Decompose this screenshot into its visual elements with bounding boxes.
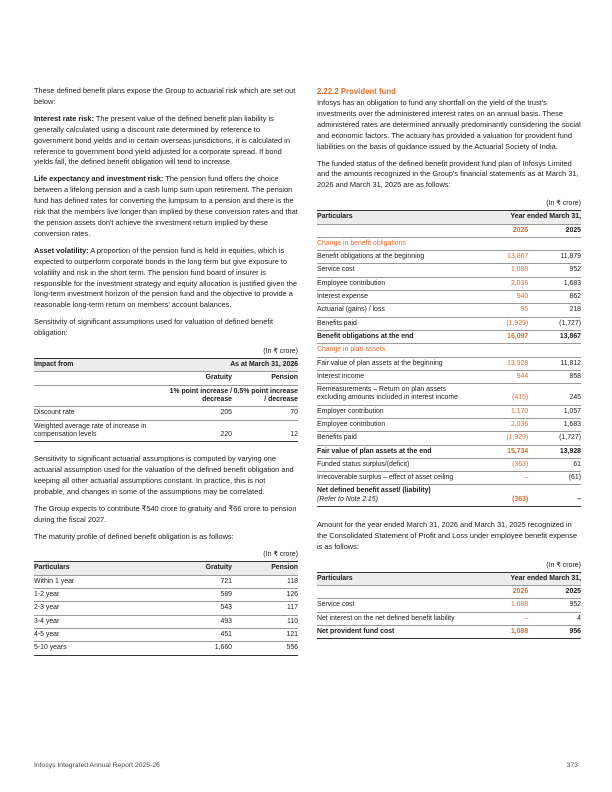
table-row: Benefits paid (1,929) (1,727) [317,317,581,330]
sensitivity-header-span: As at March 31, 2026 [166,359,298,372]
table-row: Funded status surplus/(deficit) (363) 61 [317,458,581,471]
table-row: Employee contribution 2,036 1,683 [317,419,581,432]
table-row: Within 1 year 721 118 [34,575,298,588]
sensitivity-explanation: Sensitivity to significant actuarial assumptions is computed by varying one actuarial assumption used for the valuation of the defined benefit obligation and keeping all other actuarial assumptions constant. In practice, this is not probable, and changes in some of the assumptions may be correlated. [34,454,294,496]
sensitivity-intro: Sensitivity of significant assumptions used for valuation of defined benefit obligation: [34,317,274,338]
pf-sub-obligations: Change in benefit obligations [317,237,581,250]
cost-unit: (In ₹ crore) [546,561,581,569]
sensitivity-sub-pension: 0.5% point increase / decrease [232,385,298,407]
right-column [317,86,581,639]
table-row: 1-2 year 589 126 [34,589,298,602]
interest-rate-risk: Interest rate risk: The present value of the defined benefit plan liability is generally calculated using a discount rate determined by reference to government bond yields and in certain overseas jurisdictions, it is calculated in reference to government bond yield adjusted for a corporate spread. If bond yields fall, the defined benefit obligation will tend to increase. [34,113,290,167]
cost-header-2025: 2025 [528,586,581,599]
table-total-row: Net provident fund cost 1,088 956 [317,625,581,638]
maturity-intro: The maturity profile of defined benefit obligation is as follows: [34,531,234,541]
cost-header-2026: 2026 [475,586,528,599]
section-title: 2.22.2 Provident fund [317,87,396,96]
table-row: Service cost 1,088 952 [317,599,581,612]
pf-sub-assets: Change in plan assets [317,344,581,357]
table-row: 2-3 year 543 117 [34,602,298,615]
table-row: 4-5 year 451 121 [34,628,298,641]
cost-header-span: Year ended March 31, [475,572,581,585]
provident-fund-cost-table [317,572,581,639]
table-row: Interest expense 940 862 [317,291,581,304]
table-row: Remeasurements – Return on plan assets excluding amounts included in interest income (415) 245 [317,384,581,406]
funded-status-para: The funded status of the defined benefit provident fund plan of Infosys Limited and the amounts recognized in the Group's financial statements as at March 31, 2026 and March 31, 2025 are as follows: [317,158,579,190]
table-row: Fair value of plan assets at the beginning 13,928 11,812 [317,357,581,370]
pf-header-particulars: Particulars [317,211,475,224]
table-row: Actuarial (gains) / loss 95 218 [317,304,581,317]
table-row: Net interest on the net defined benefit liability – 4 [317,612,581,625]
table-total-row: Net defined benefit asset/ (liability) (Refer to Note 2.15) (363) – [317,485,581,507]
table-row: Employer contribution 1,170 1,057 [317,405,581,418]
pf-header-2026: 2026 [475,224,528,237]
pf-unit: (In ₹ crore) [546,200,581,208]
sensitivity-header-pension: Pension [232,372,298,385]
table-row: 3-4 year 493 110 [34,615,298,628]
life-expectancy-risk: Life expectancy and investment risk: The pension fund offers the choice between a lifelong pension and a cash lump sum upon retirement. The pension fund has defined rates for converting the lumpsum to a pension and there is the risk that the members live longer than implied by these conversion rates and that the pension assets don't achieve the investment return implied by these conversion rates. [34,174,298,238]
table-row: Service cost 1,088 952 [317,264,581,277]
pf-header-2025: 2025 [528,224,581,237]
pf-header-span: Year ended March 31, [475,211,581,224]
cost-header-particulars: Particulars [317,572,475,585]
table-row: Benefit obligations at the beginning 13,867 11,879 [317,251,581,264]
table-row: 5-10 years 1,660 556 [34,642,298,655]
sensitivity-header-gratuity: Gratuity [166,372,232,385]
asset-volatility-risk: Asset volatility: A proportion of the pension fund is held in equities, which is expected to outperform corporate bonds in the long term but give exposure to volatility and risk in the short term. The pension fund board of insurer is responsible for the investment strategy and equity allocation is justified given the long-term investment horizon of the pension fund and the objective to provide a reasonable long-term return on members' account balances. [34,245,297,310]
note-reference: (Refer to Note 2.15) [317,495,378,503]
table-total-row: Benefit obligations at the end 16,097 13,867 [317,330,581,343]
provident-fund-table [317,210,581,507]
table-row: Weighted average rate of increase in compensation levels 220 12 [34,420,298,442]
sensitivity-table [34,358,298,442]
footer-page-number: 373 [566,762,578,769]
contribution-note: The Group expects to contribute ₹540 crore to gratuity and ₹66 crore to pension during the fiscal 2027. [34,503,297,524]
sensitivity-sub-gratuity: 1% point increase / decrease [166,385,232,407]
sensitivity-unit: (In ₹ crore) [263,348,298,356]
left-column [34,86,298,656]
footer-report-title: Infosys Integrated Annual Report 2025-26 [34,762,160,769]
maturity-table [34,561,298,655]
table-row: Employee contribution 2,036 1,683 [317,277,581,290]
maturity-header-pension: Pension [232,562,298,575]
table-row: Interest income 944 858 [317,370,581,383]
table-row: Benefits paid (1,929) (1,727) [317,432,581,445]
table-row: Discount rate 205 70 [34,407,298,420]
maturity-header-particulars: Particulars [34,562,166,575]
profit-loss-para: Amount for the year ended March 31, 2026 and March 31, 2025 recognized in the Consolidated Statement of Profit and Loss under employee benefit expense is as follows: [317,520,578,551]
maturity-unit: (In ₹ crore) [263,551,298,559]
sensitivity-header-impact: Impact from [34,359,166,372]
risk-intro: These defined benefit plans expose the Group to actuarial risk which are set out below: [34,86,296,106]
maturity-header-gratuity: Gratuity [166,562,232,575]
table-total-row: Fair value of plan assets at the end 15,734 13,928 [317,445,581,458]
table-row: Irrecoverable surplus – effect of asset ceiling – (61) [317,472,581,485]
provident-fund-para: Infosys has an obligation to fund any shortfall on the yield of the trust's investments over the administered interest rates on an annual basis. These administered rates are determined annually predominantly considering the social and economic factors. The actuary has provided a valuation for provident fund liabilities on the basis of guidance issued by the Actuarial Society of India. [317,98,581,151]
